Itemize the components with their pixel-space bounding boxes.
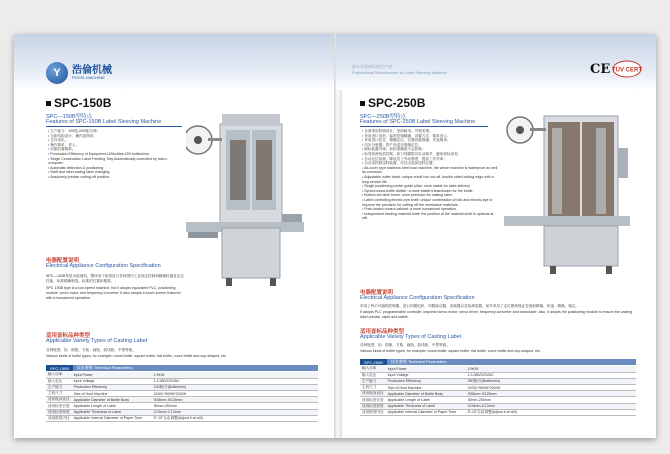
tuv-cert-icon	[612, 60, 642, 78]
feature-item: • Bottom set label brush: more precision for casting label.	[362, 193, 498, 198]
table-cell: 生产能力	[46, 384, 72, 390]
feature-list	[362, 129, 498, 221]
table-cell: 适用标签长度	[362, 397, 384, 402]
feature-item: • 采用进口技术，精确定位，位置切割准确，安装简单；	[362, 138, 498, 143]
table-cell: 30mm-250mm	[152, 403, 318, 409]
table-cell: 适用纸管内径	[48, 415, 70, 420]
table-cell: 适用标签厚度	[48, 409, 70, 414]
feature-item: • 操作简单，省人；	[48, 143, 180, 148]
table-cell: 输入功率	[46, 372, 72, 378]
divider	[46, 126, 182, 127]
table-header	[360, 359, 636, 365]
features-title-en: Features of SPC-150B Label Sleeving Machine	[46, 119, 162, 125]
feature-item: • 刷标装置可调，套标准确度不会影响；	[362, 147, 498, 152]
table-cell: Applicable Thickness of Label	[386, 403, 466, 409]
electrical-title-en: Electrical Appliance Configuration Specification	[46, 263, 161, 269]
machine-photo-spc150b	[186, 110, 304, 288]
label-text-en: Various kinds of bottle types, for example: round bottle, square bottle, flat bottle, curve bottle and cup-shaped, etc.	[46, 354, 227, 358]
tech-params-table	[46, 372, 318, 422]
table-cell: 1.9KW	[152, 372, 318, 378]
electrical-title-cn: 电器配置说明	[360, 290, 394, 296]
label-text-en: Various kinds of bottle types, for example: round bottle, square bottle, flat bottle, curve bottle and cup-shaped, etc.	[360, 349, 541, 353]
table-cell: Applicable Length of Lable	[386, 397, 466, 403]
electrical-text-cn: 采用了PLC可编程控制器、进口伺服电机、伺服驱动器、变频器以及检测电器，而外采用了定位模块保证变速和精确，快速，精确，稳定。	[360, 304, 580, 308]
features-title-cn: SPC—250B型特点	[360, 114, 407, 120]
table-cell: 2.9KW	[466, 366, 636, 372]
tech-params-table	[360, 366, 636, 416]
table-cell: 输入电压	[46, 378, 72, 384]
table-title: 技术参数 Technical Parameters	[387, 359, 636, 365]
feature-item: • Single Construction Label Feeding Tray Automatically controlled by micro-computer.	[48, 157, 180, 166]
cert-text: TÜV CERT	[612, 67, 642, 74]
table-cell: 适用纸管内径	[362, 409, 384, 414]
machine-photo-spc250b	[504, 108, 630, 286]
table-cell: 适用瓶身直径	[48, 397, 70, 402]
features-title-en: Features of SPC-250B Label Sleeving Machine	[360, 119, 476, 125]
feature-item: • Push-button control cabinet: a more humanized operation.	[362, 207, 498, 212]
feature-item: • 全自动控制送料装置，可自由选择送料位置；	[362, 161, 498, 166]
label-title-en: Applicable Variety Types of Casting Label	[360, 334, 461, 340]
table-cell: 30mm-250mm	[466, 397, 636, 403]
table-cell: Applicable Internal Diameter of Paper Tube	[386, 409, 466, 415]
table-cell: 0.03mm-0.13mm	[466, 403, 636, 409]
ce-mark-icon: CE	[590, 62, 611, 77]
table-row	[360, 409, 636, 415]
table-cell: 2100L*900W*2000H	[152, 391, 318, 397]
table-cell: Applicable Thickness of Label	[72, 409, 152, 415]
table-row	[46, 415, 318, 421]
table-cell: 主机尺寸	[46, 391, 72, 397]
electrical-title-cn: 电器配置说明	[46, 258, 80, 264]
table-cell: Φ28mm-Φ125mm	[466, 391, 636, 397]
feature-item: • 采用进口电机，偏差控制精确，设置方式，简单省人；	[362, 134, 498, 139]
table-cell: 输入电压	[360, 372, 386, 378]
table-cell: 0.03mm-0.13mm	[152, 409, 318, 415]
feature-item: • Absolutely precise cutting-off position.	[48, 175, 180, 180]
table-cell: 适用标签长度	[48, 403, 70, 408]
table-cell: 输入功率	[360, 366, 386, 372]
table-cell: Input Voltage	[386, 372, 466, 378]
logo-en: POYEL MACHINE	[72, 74, 105, 80]
table-cell: 主机尺寸	[360, 385, 386, 391]
label-title-cn: 适用套标品种类型	[360, 329, 405, 335]
table-cell: 5"-10"自由调整(Adjust it at will)	[152, 415, 318, 421]
company-logo	[46, 62, 112, 84]
model-title: SPC-250B	[360, 96, 425, 110]
table-cell: Applicable Diameter of Bottle Body	[72, 397, 152, 403]
table-cell: Input Power	[72, 372, 152, 378]
feature-item: • Adjustable cutter head: unique cutoff non cut-off, double sided cutting edge with a long service life.	[362, 175, 498, 184]
right-page	[336, 34, 656, 438]
table-cell: 1.3.380/220VAC	[466, 372, 636, 378]
table-cell: 1.3.380/220VAC	[152, 378, 318, 384]
feature-item: • All-cover type stainless steel host machine, the whole machine is waterproof as well as corrosion.	[362, 166, 498, 175]
electrical-text-en: SPC-150B type is a low-speed machine, but it adopts equivalent PLC, positioning module, servo motor and frequency converter. It also adopts a touch screen featured with a humanized operation.	[46, 286, 181, 300]
table-cell: 生产能力	[360, 378, 386, 384]
table-header	[46, 365, 318, 371]
table-cell: Applicable Diameter of Bottle Body	[386, 391, 466, 397]
table-cell: 250瓶/分(Bottle/min)	[466, 378, 636, 384]
divider	[360, 126, 488, 127]
brochure-spread	[14, 34, 656, 438]
table-cell: Production Efficiency	[72, 384, 152, 390]
table-cell: Input Power	[386, 366, 466, 372]
logo-mark-icon: Y	[46, 62, 68, 84]
table-cell: Φ28mm-Φ125mm	[152, 397, 318, 403]
model-title: SPC-150B	[46, 96, 111, 110]
feature-item: • 全面采用防锈设计，坚固耐用，外观美观；	[362, 129, 498, 134]
table-cell: Input Voltage	[72, 378, 152, 384]
feature-item: • 全新结构设计，操作更简单；	[48, 134, 180, 139]
feature-item: • Label controlling electric-eye shelf: unique combination of ball and electric-eye to improve the precision for cutting off the membrane materials.	[362, 198, 498, 207]
table-cell: Size of Host Machine	[386, 385, 466, 391]
feature-item: • 标签检测电机控制，如刀具磨损可自动调节，避免套标误差；	[362, 152, 498, 157]
feature-item: • Swift and label-saving label changing.	[48, 170, 180, 175]
feature-item: • Automatic detection & positioning.	[48, 166, 180, 171]
feature-item: • Synchronous bottle divider: a more stable transmission for the bottle.	[362, 189, 498, 194]
table-cell: 适用瓶身直径	[362, 391, 384, 396]
feature-item: • 同步分瓶器；将产品送至准确定位；	[362, 143, 498, 148]
table-cell: 2100L*900W*2000H	[466, 385, 636, 391]
table-cell: 100瓶/分(Bottle/min)	[152, 384, 318, 390]
table-cell: Size of Host Machine	[72, 391, 152, 397]
table-cell: 适用标签厚度	[362, 403, 384, 408]
features-title-cn: SPC—150B型特点	[46, 114, 93, 120]
table-cell: Applicable Internal Diameter of Paper Tube	[72, 415, 152, 421]
label-text-cn: 各种瓶型，如：圆瓶、方瓶、扁瓶、曲线瓶、中型等瓶。	[46, 348, 136, 352]
feature-item: • 生产能力：100瓶-200瓶/分钟；	[48, 129, 180, 134]
feature-item: • Independent feeding material shelf: the position of the material shelf is optional at will.	[362, 212, 498, 221]
label-title-en: Applicable Variety Types of Casting Label	[46, 338, 147, 344]
table-title: 技术参数 Technical Parameters	[73, 365, 318, 371]
logo-cn: 浩倫机械	[72, 64, 112, 76]
left-page	[14, 34, 334, 438]
feature-item: • Single positioning center guide pillar: more stable for label delivery.	[362, 184, 498, 189]
label-title-cn: 适用套标品种类型	[46, 333, 91, 339]
electrical-text-en: It adopts PLC programmable controller, imported servo motor, servo driver, frequency converter and transducer; also, it adopts the positioning module to ensure the casting label precise, rapid and stable.	[360, 310, 633, 319]
header-en: Professional Manufacturer of Label Sleeving Machine	[352, 70, 447, 75]
electrical-text-cn: SPC—150B型是为低速机，整体用于欧美进口各种国内工业设定控制和精确检测及定位性能，标准精确制造，标准的位置和精准。	[46, 274, 184, 283]
label-text-cn: 各种瓶型，如：圆瓶、方瓶、扁瓶、曲线瓶、中型等瓶。	[360, 343, 450, 347]
feature-item: • 切割位置精准。	[48, 147, 180, 152]
feature-item: • 自动定位检测，降低员工劳动强度，提高工作效率；	[362, 157, 498, 162]
electrical-title-en: Electrical Appliance Configuration Specification	[360, 295, 475, 301]
table-cell: Applicable Length of Lable	[72, 403, 152, 409]
table-model: SPC-250B	[360, 359, 387, 365]
feature-item: • 全自动化；	[48, 138, 180, 143]
feature-list	[48, 129, 180, 180]
table-cell: 5"-10"自由调整(Adjust it at will)	[466, 409, 636, 415]
feature-item: • Production Efficiency of Equipment:100bottles-200 bottles/min.	[48, 152, 180, 157]
header-cn: 最专业的套标机生产商	[352, 64, 392, 69]
table-model: SPC-150B	[46, 365, 73, 371]
table-cell: Production Efficiency	[386, 378, 466, 384]
